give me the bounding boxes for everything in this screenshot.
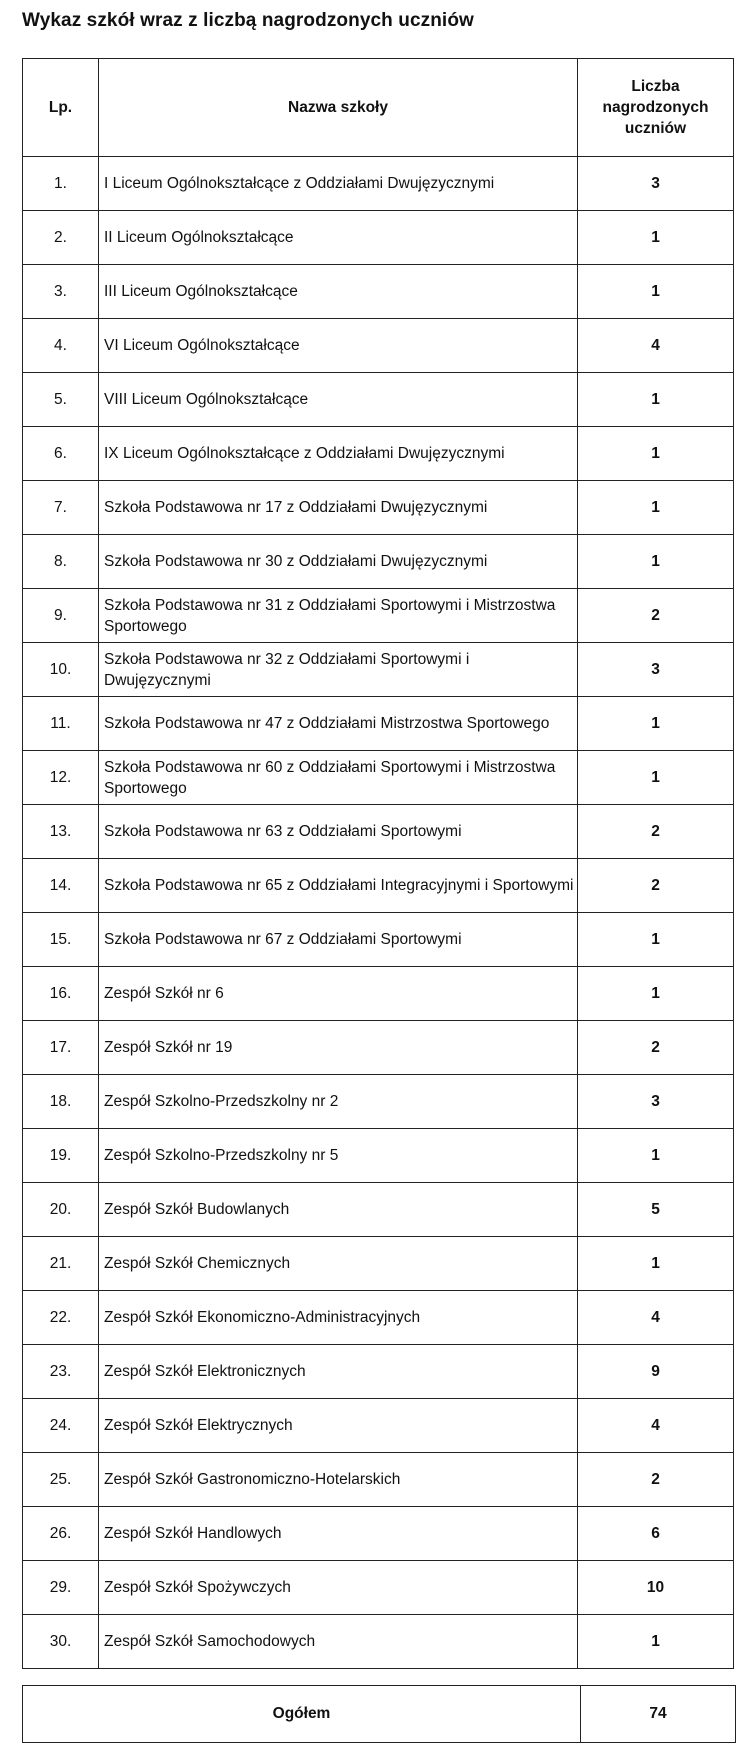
row-count: 2 [578,805,734,859]
row-count: 6 [578,1507,734,1561]
column-header-count [578,59,734,157]
row-school-name: Zespół Szkół Samochodowych [99,1615,578,1669]
row-school-name: Zespół Szkół nr 19 [99,1021,578,1075]
row-count: 1 [578,697,734,751]
table-row [23,1183,734,1237]
table-row [23,1399,734,1453]
table-body [23,157,734,1669]
row-lp: 21. [23,1237,99,1291]
row-count: 3 [578,643,734,697]
row-lp: 19. [23,1129,99,1183]
row-lp: 4. [23,319,99,373]
row-lp: 5. [23,373,99,427]
row-lp: 20. [23,1183,99,1237]
row-lp: 16. [23,967,99,1021]
table-row [23,643,734,697]
row-school-name: Zespół Szkolno-Przedszkolny nr 2 [99,1075,578,1129]
row-school-name: Zespół Szkół Chemicznych [99,1237,578,1291]
table-row [23,1237,734,1291]
table-row [23,1075,734,1129]
row-count: 2 [578,1453,734,1507]
row-count: 1 [578,211,734,265]
table-row [23,1129,734,1183]
row-lp: 3. [23,265,99,319]
table-row [23,967,734,1021]
table-row [23,1453,734,1507]
column-header-lp: Lp. [23,59,99,157]
row-lp: 22. [23,1291,99,1345]
row-school-name: Szkoła Podstawowa nr 65 z Oddziałami Integracyjnymi i Sportowymi [99,859,578,913]
column-header-count-label: Liczba nagrodzonych uczniów [602,78,709,137]
row-count: 5 [578,1183,734,1237]
row-school-name: Szkoła Podstawowa nr 63 z Oddziałami Sportowymi [99,805,578,859]
row-school-name: Zespół Szkół Spożywczych [99,1561,578,1615]
row-school-name: Zespół Szkół Elektrycznych [99,1399,578,1453]
row-count: 1 [578,1615,734,1669]
table-row [23,1291,734,1345]
row-lp: 10. [23,643,99,697]
row-lp: 14. [23,859,99,913]
table-row [23,157,734,211]
row-school-name: Zespół Szkół Ekonomiczno-Administracyjnych [99,1291,578,1345]
row-lp: 11. [23,697,99,751]
row-lp: 6. [23,427,99,481]
row-lp: 2. [23,211,99,265]
row-lp: 13. [23,805,99,859]
table-row [23,535,734,589]
row-lp: 9. [23,589,99,643]
total-value: 74 [581,1686,736,1743]
row-school-name: Zespół Szkolno-Przedszkolny nr 5 [99,1129,578,1183]
row-school-name: Zespół Szkół Elektronicznych [99,1345,578,1399]
row-lp: 12. [23,751,99,805]
row-count: 1 [578,1129,734,1183]
row-count: 1 [578,967,734,1021]
row-school-name: Szkoła Podstawowa nr 31 z Oddziałami Sportowymi i Mistrzostwa Sportowego [99,589,578,643]
row-count: 3 [578,1075,734,1129]
row-lp: 30. [23,1615,99,1669]
table-row [23,211,734,265]
row-school-name: Zespół Szkół Budowlanych [99,1183,578,1237]
row-school-name: Szkoła Podstawowa nr 67 z Oddziałami Sportowymi [99,913,578,967]
row-count: 4 [578,1291,734,1345]
table-header-row [23,59,734,157]
row-count: 3 [578,157,734,211]
row-school-name: VI Liceum Ogólnokształcące [99,319,578,373]
row-count: 2 [578,589,734,643]
row-count: 4 [578,319,734,373]
row-count: 2 [578,1021,734,1075]
table-row [23,859,734,913]
row-lp: 15. [23,913,99,967]
row-count: 10 [578,1561,734,1615]
row-school-name: I Liceum Ogólnokształcące z Oddziałami Dwujęzycznymi [99,157,578,211]
row-school-name: III Liceum Ogólnokształcące [99,265,578,319]
row-school-name: Zespół Szkół Gastronomiczno-Hotelarskich [99,1453,578,1507]
row-school-name: Szkoła Podstawowa nr 17 z Oddziałami Dwujęzycznymi [99,481,578,535]
row-count: 1 [578,373,734,427]
row-count: 1 [578,265,734,319]
row-school-name: Szkoła Podstawowa nr 60 z Oddziałami Sportowymi i Mistrzostwa Sportowego [99,751,578,805]
row-count: 9 [578,1345,734,1399]
total-label: Ogółem [23,1686,581,1743]
row-count: 2 [578,859,734,913]
row-count: 4 [578,1399,734,1453]
row-count: 1 [578,481,734,535]
row-lp: 1. [23,157,99,211]
table-row [23,1345,734,1399]
row-lp: 26. [23,1507,99,1561]
table-row [23,1021,734,1075]
table-row [23,265,734,319]
row-school-name: Zespół Szkół nr 6 [99,967,578,1021]
row-school-name: Zespół Szkół Handlowych [99,1507,578,1561]
table-row [23,1507,734,1561]
total-row [22,1685,736,1743]
table-row [23,1561,734,1615]
table-row [23,589,734,643]
schools-table [22,58,734,1669]
table-row [23,427,734,481]
row-count: 1 [578,535,734,589]
row-lp: 7. [23,481,99,535]
row-lp: 24. [23,1399,99,1453]
table-row [23,373,734,427]
table-row [23,481,734,535]
row-lp: 8. [23,535,99,589]
table-row [23,751,734,805]
row-count: 1 [578,1237,734,1291]
table-row [23,913,734,967]
row-lp: 29. [23,1561,99,1615]
row-lp: 23. [23,1345,99,1399]
row-school-name: VIII Liceum Ogólnokształcące [99,373,578,427]
row-school-name: II Liceum Ogólnokształcące [99,211,578,265]
row-count: 1 [578,751,734,805]
row-school-name: Szkoła Podstawowa nr 32 z Oddziałami Sportowymi i Dwujęzycznymi [99,643,578,697]
row-count: 1 [578,427,734,481]
row-lp: 25. [23,1453,99,1507]
column-header-name: Nazwa szkoły [99,59,578,157]
table-row [23,805,734,859]
table-row [23,319,734,373]
page-title: Wykaz szkół wraz z liczbą nagrodzonych uczniów [22,10,474,31]
row-school-name: Szkoła Podstawowa nr 30 z Oddziałami Dwujęzycznymi [99,535,578,589]
row-lp: 18. [23,1075,99,1129]
row-school-name: Szkoła Podstawowa nr 47 z Oddziałami Mistrzostwa Sportowego [99,697,578,751]
table-row [23,697,734,751]
table-row [23,1615,734,1669]
row-school-name: IX Liceum Ogólnokształcące z Oddziałami Dwujęzycznymi [99,427,578,481]
row-count: 1 [578,913,734,967]
row-lp: 17. [23,1021,99,1075]
